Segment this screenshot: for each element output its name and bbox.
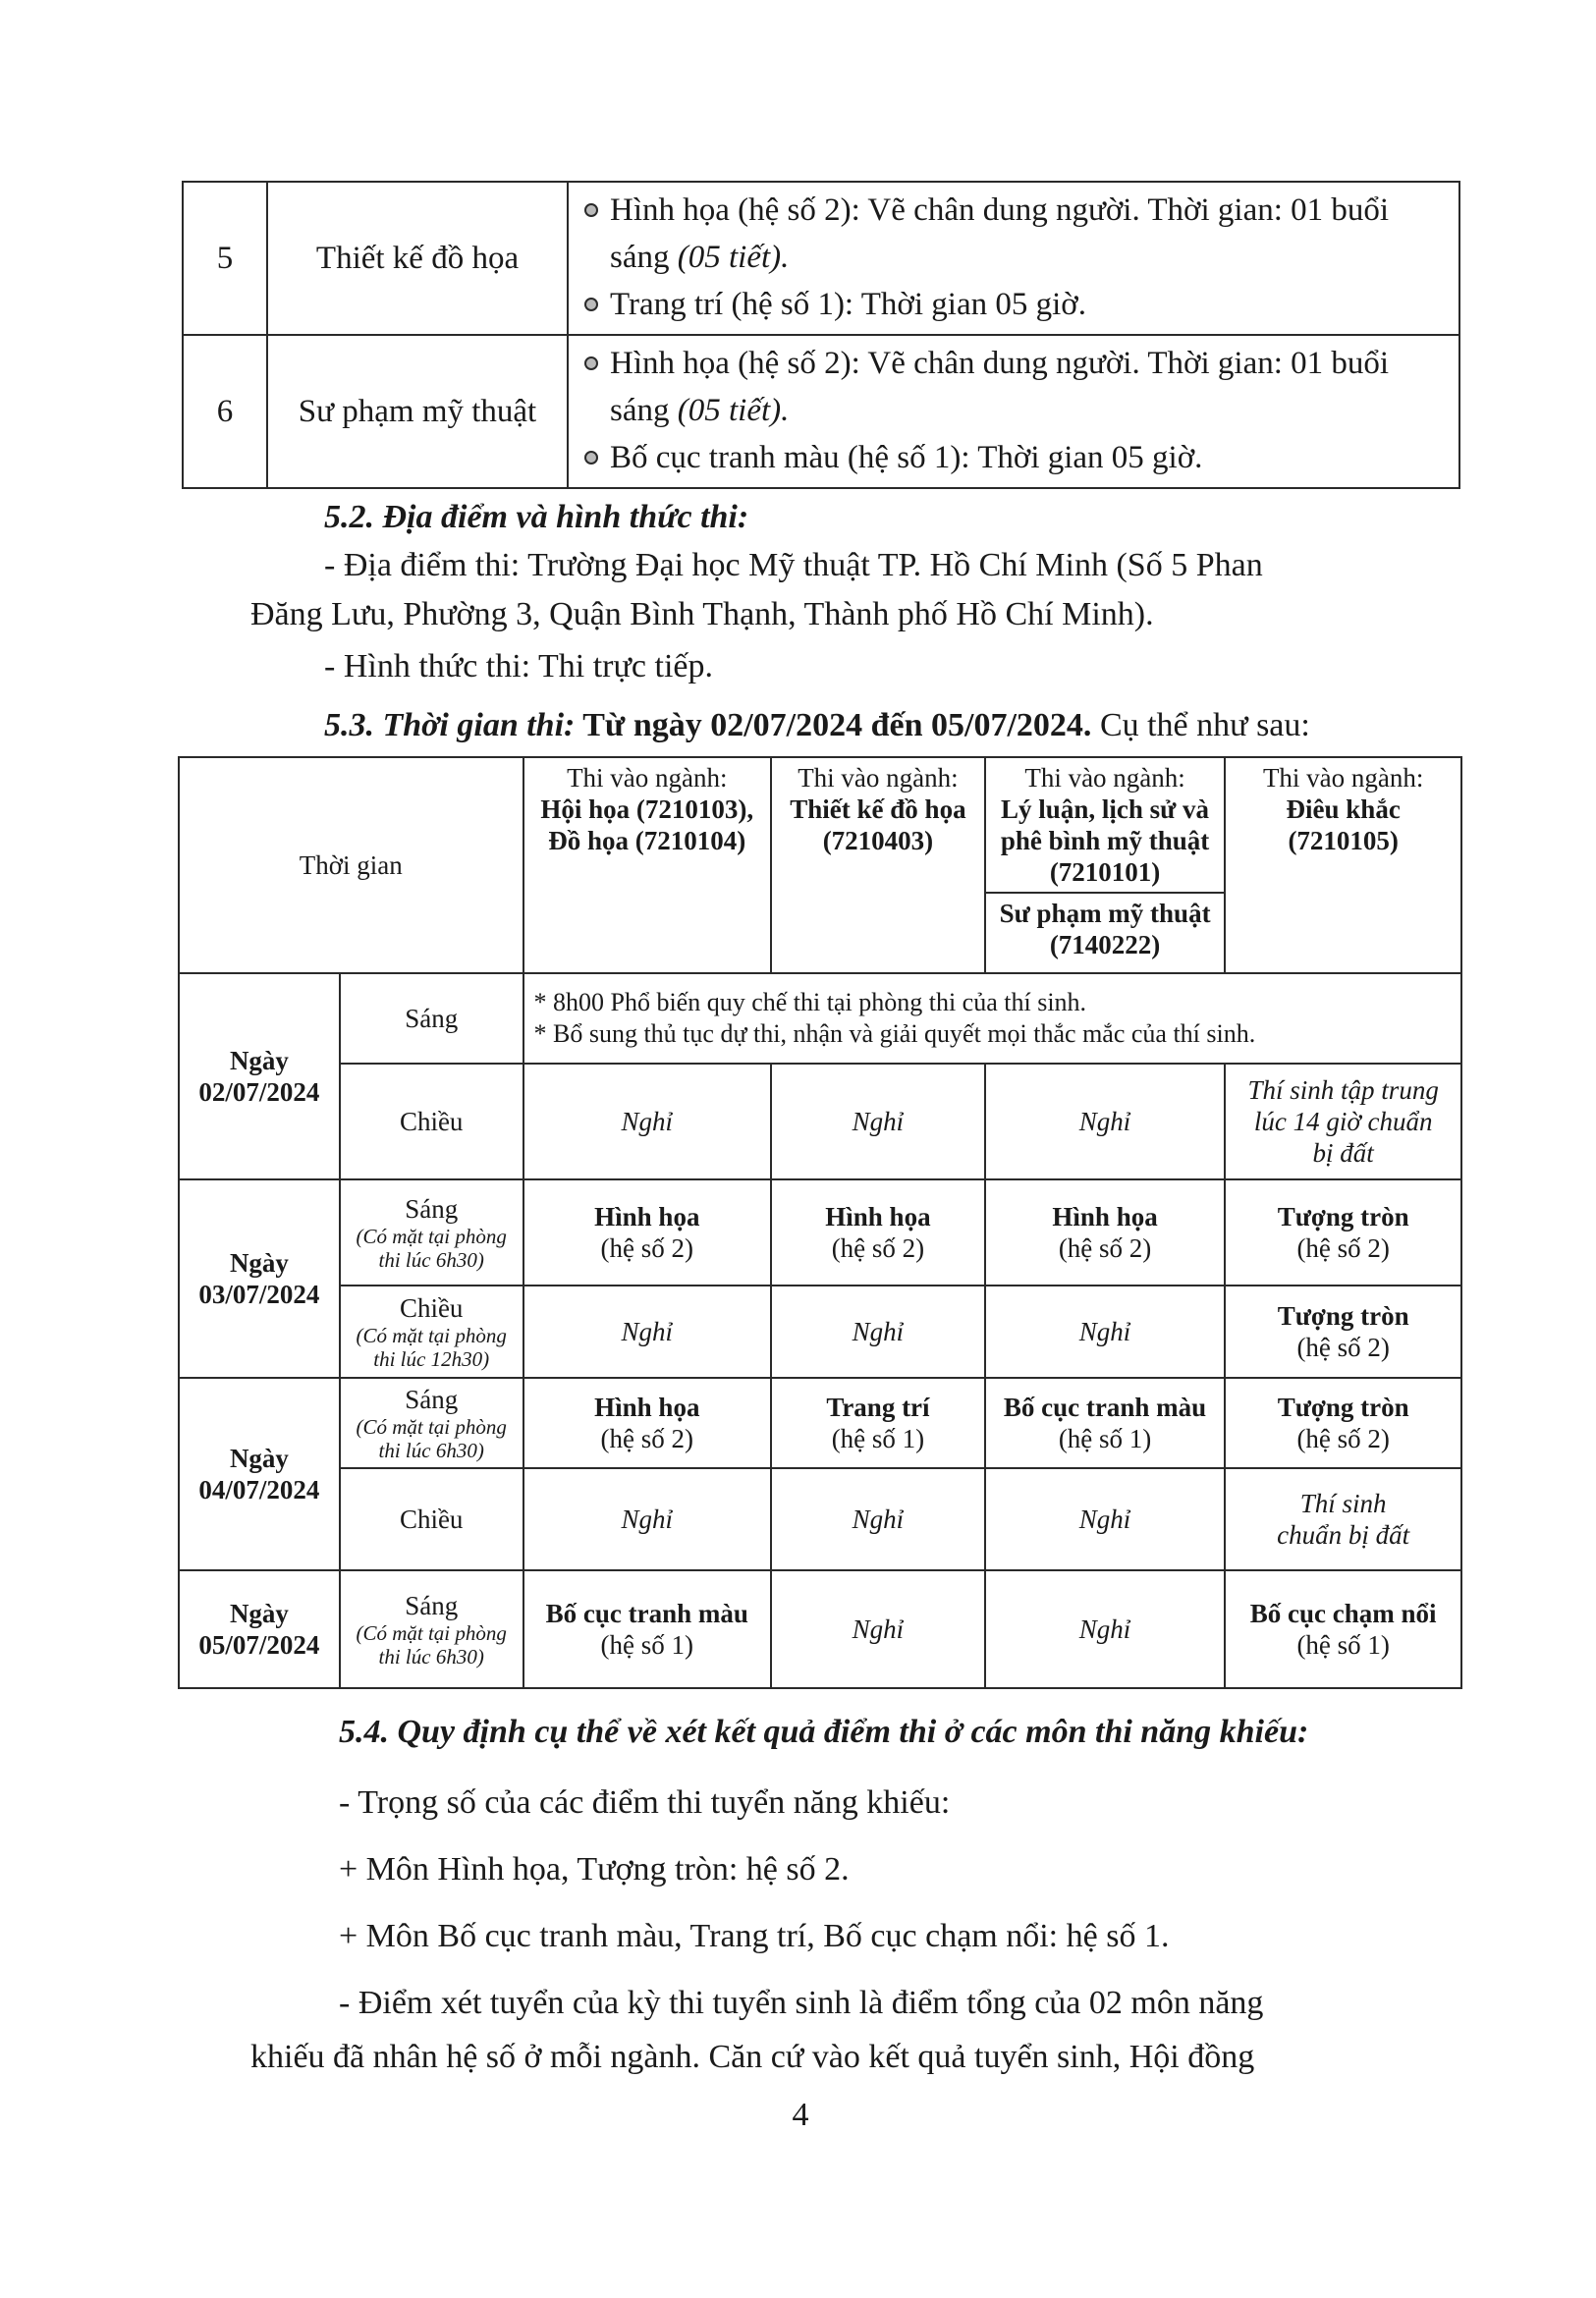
text: Thí sinh tập trung [1247, 1075, 1439, 1105]
heading-text: 5.3. Thời gian thi: [324, 707, 576, 743]
bullet-item [584, 340, 1445, 387]
table-row [183, 182, 1459, 335]
text: (hệ số 2) [1296, 1424, 1390, 1453]
bullet-item [584, 281, 1445, 328]
text: (05 tiết). [677, 240, 790, 275]
section-heading-5-4: 5.4. Quy định cụ thể về xét kết quả điểm thi ở các môn thi năng khiếu: [339, 1714, 1309, 1750]
exam-description [568, 182, 1459, 335]
day-label [179, 1179, 340, 1378]
cell-exam [523, 1378, 772, 1468]
text: (hệ số 2) [1058, 1233, 1152, 1263]
cell-exam [771, 1179, 985, 1286]
table-row [179, 1064, 1461, 1179]
cell-rest: Nghỉ [985, 1468, 1226, 1570]
text: Sáng [405, 1385, 459, 1414]
text: (hệ số 2) [831, 1233, 925, 1263]
cell-exam [985, 1179, 1226, 1286]
text: Trang trí [826, 1393, 930, 1422]
text: Thi vào ngành: [567, 763, 728, 793]
paragraph: - Địa điểm thi: Trường Đại học Mỹ thuật TP. Hồ Chí Minh (Số 5 Phan [324, 547, 1263, 583]
cell-rest: Nghỉ [523, 1286, 772, 1378]
text: Tượng tròn [1277, 1393, 1409, 1422]
cell-rest: Nghỉ [985, 1570, 1226, 1688]
text: chuẩn bị đất [1277, 1520, 1410, 1550]
header-col-painting [523, 757, 772, 973]
cell-rest: Nghỉ [985, 1286, 1226, 1378]
text: (hệ số 2) [600, 1233, 694, 1263]
cell-rest: Nghỉ [523, 1064, 772, 1179]
header-col-graphic-design [771, 757, 985, 973]
table-header-row [179, 757, 1461, 973]
text: Thiết kế đồ họa [790, 794, 966, 824]
text: Sáng [405, 1194, 459, 1224]
cell-note [1225, 1468, 1461, 1570]
text: Lý luận, lịch sử và [1001, 794, 1210, 824]
paragraph: - Hình thức thi: Thi trực tiếp. [324, 648, 713, 684]
text: (hệ số 2) [1296, 1333, 1390, 1362]
text: Hình họa [594, 1202, 700, 1231]
text: Bố cục tranh màu (hệ số 1): Thời gian 05 giờ. [610, 440, 1203, 475]
section-heading-5-2: 5.2. Địa điểm và hình thức thi: [324, 499, 749, 535]
program-name: Sư phạm mỹ thuật [267, 335, 568, 488]
text: (7140222) [1049, 930, 1161, 959]
paragraph: - Điểm xét tuyển của kỳ thi tuyển sinh là điểm tổng của 02 môn năng [339, 1985, 1264, 2021]
header-time: Thời gian [179, 757, 523, 973]
bullet-item [584, 187, 1445, 234]
table-row [179, 1378, 1461, 1468]
session-morning [340, 1378, 523, 1468]
text: Hội họa (7210103), [540, 794, 754, 824]
paragraph: + Môn Hình họa, Tượng tròn: hệ số 2. [339, 1851, 850, 1888]
text: Sáng [405, 1591, 459, 1620]
text: (hệ số 1) [1058, 1424, 1152, 1453]
text: Bố cục tranh màu [545, 1599, 748, 1628]
cell-rest: Nghỉ [771, 1286, 985, 1378]
session-afternoon: Chiều [340, 1064, 523, 1179]
text: (hệ số 2) [600, 1424, 694, 1453]
text: Thi vào ngành: [1024, 763, 1185, 793]
day-label [179, 973, 340, 1179]
day-label [179, 1378, 340, 1570]
header-col-sculpture [1225, 757, 1461, 973]
text: (Có mặt tại phòng [356, 1621, 507, 1645]
text: 03/07/2024 [198, 1280, 320, 1309]
text: * 8h00 Phổ biến quy chế thi tại phòng thi của thí sinh. [533, 988, 1087, 1016]
text: sáng [610, 240, 678, 275]
text: Thi vào ngành: [798, 763, 959, 793]
exam-schedule-table [178, 756, 1462, 1689]
row-number: 6 [183, 335, 267, 488]
day-label [179, 1570, 340, 1688]
text: (Có mặt tại phòng [356, 1324, 507, 1347]
text: 05/07/2024 [198, 1630, 320, 1660]
text: (7210101) [1049, 857, 1161, 887]
text: bị đất [1312, 1138, 1374, 1168]
text: Từ ngày 02/07/2024 đến 05/07/2024. [575, 707, 1092, 743]
paragraph: + Môn Bố cục tranh màu, Trang trí, Bố cục chạm nổi: hệ số 1. [339, 1918, 1170, 1954]
text: Điêu khắc [1286, 794, 1401, 824]
text: Thí sinh [1299, 1489, 1387, 1518]
text: (7210105) [1288, 826, 1399, 855]
text: (05 tiết). [677, 393, 790, 428]
text: phê bình mỹ thuật [1000, 826, 1210, 855]
row-number: 5 [183, 182, 267, 335]
cell-exam [1225, 1570, 1461, 1688]
header-col-theory [985, 757, 1226, 973]
text: (Có mặt tại phòng [356, 1415, 507, 1439]
bullet-continuation [584, 234, 1445, 281]
cell-rest: Nghỉ [771, 1064, 985, 1179]
cell-exam [771, 1378, 985, 1468]
cell-rest: Nghỉ [523, 1468, 772, 1570]
cell-exam [1225, 1378, 1461, 1468]
text: Bố cục tranh màu [1003, 1393, 1207, 1422]
text: Tượng tròn [1277, 1202, 1409, 1231]
table-row [179, 1570, 1461, 1688]
text: 04/07/2024 [198, 1475, 320, 1505]
section-heading-5-3 [324, 700, 1310, 751]
text: thi lúc 6h30) [378, 1439, 484, 1462]
table-row [179, 1179, 1461, 1286]
text: thi lúc 6h30) [378, 1645, 484, 1669]
table-row [179, 1468, 1461, 1570]
cell-exam [1225, 1286, 1461, 1378]
session-morning: Sáng [340, 973, 523, 1064]
text: Đồ họa (7210104) [548, 826, 746, 855]
text: Hình họa [594, 1393, 700, 1422]
paragraph: Đăng Lưu, Phường 3, Quận Bình Thạnh, Thành phố Hồ Chí Minh). [250, 596, 1154, 632]
session-morning [340, 1179, 523, 1286]
paragraph: khiếu đã nhân hệ số ở mỗi ngành. Căn cứ vào kết quả tuyển sinh, Hội đồng [250, 2039, 1255, 2075]
text: (hệ số 1) [1296, 1630, 1390, 1660]
text: Sư phạm mỹ thuật [986, 892, 1225, 929]
paragraph: - Trọng số của các điểm thi tuyển năng khiếu: [339, 1784, 951, 1821]
text: Tượng tròn [1277, 1301, 1409, 1331]
page-number: 4 [792, 2097, 809, 2133]
text: * Bổ sung thủ tục dự thi, nhận và giải quyết mọi thắc mắc của thí sinh. [533, 1019, 1256, 1048]
text: lúc 14 giờ chuẩn [1253, 1107, 1433, 1136]
cell-exam [1225, 1179, 1461, 1286]
text: 02/07/2024 [198, 1077, 320, 1107]
session-morning [340, 1570, 523, 1688]
exam-description [568, 335, 1459, 488]
text: Cụ thể như sau: [1091, 707, 1310, 743]
text: Hình họa (hệ số 2): Vẽ chân dung người. Thời gian: 01 buổi [610, 192, 1390, 228]
text: thi lúc 6h30) [378, 1248, 484, 1272]
text: (hệ số 1) [600, 1630, 694, 1660]
session-afternoon [340, 1286, 523, 1378]
text: Ngày [229, 1046, 289, 1075]
program-exam-table [182, 181, 1460, 489]
text: Hình họa [825, 1202, 931, 1231]
bullet-item [584, 434, 1445, 481]
text: Hình họa (hệ số 2): Vẽ chân dung người. Thời gian: 01 buổi [610, 346, 1390, 381]
cell-rest: Nghỉ [771, 1570, 985, 1688]
cell-note [1225, 1064, 1461, 1179]
text: Ngày [229, 1248, 289, 1278]
text: Bố cục chạm nổi [1249, 1599, 1437, 1628]
text: sáng [610, 393, 678, 428]
text: (7210403) [822, 826, 934, 855]
text: Hình họa [1052, 1202, 1158, 1231]
table-row [179, 973, 1461, 1064]
text: (Có mặt tại phòng [356, 1225, 507, 1248]
cell-exam [523, 1570, 772, 1688]
text: (hệ số 2) [1296, 1233, 1390, 1263]
session-afternoon: Chiều [340, 1468, 523, 1570]
program-name: Thiết kế đồ họa [267, 182, 568, 335]
cell-exam [985, 1378, 1226, 1468]
text: Thi vào ngành: [1262, 763, 1424, 793]
cell-rest: Nghỉ [985, 1064, 1226, 1179]
text: Ngày [229, 1444, 289, 1473]
bullet-continuation [584, 387, 1445, 434]
text: (hệ số 1) [831, 1424, 925, 1453]
cell-rest: Nghỉ [771, 1468, 985, 1570]
text: Ngày [229, 1599, 289, 1628]
text: thi lúc 12h30) [373, 1347, 490, 1371]
table-row [183, 335, 1459, 488]
day1-morning-notes [523, 973, 1462, 1064]
cell-exam [523, 1179, 772, 1286]
table-row [179, 1286, 1461, 1378]
text: Trang trí (hệ số 1): Thời gian 05 giờ. [610, 287, 1086, 322]
text: Chiều [399, 1293, 464, 1323]
